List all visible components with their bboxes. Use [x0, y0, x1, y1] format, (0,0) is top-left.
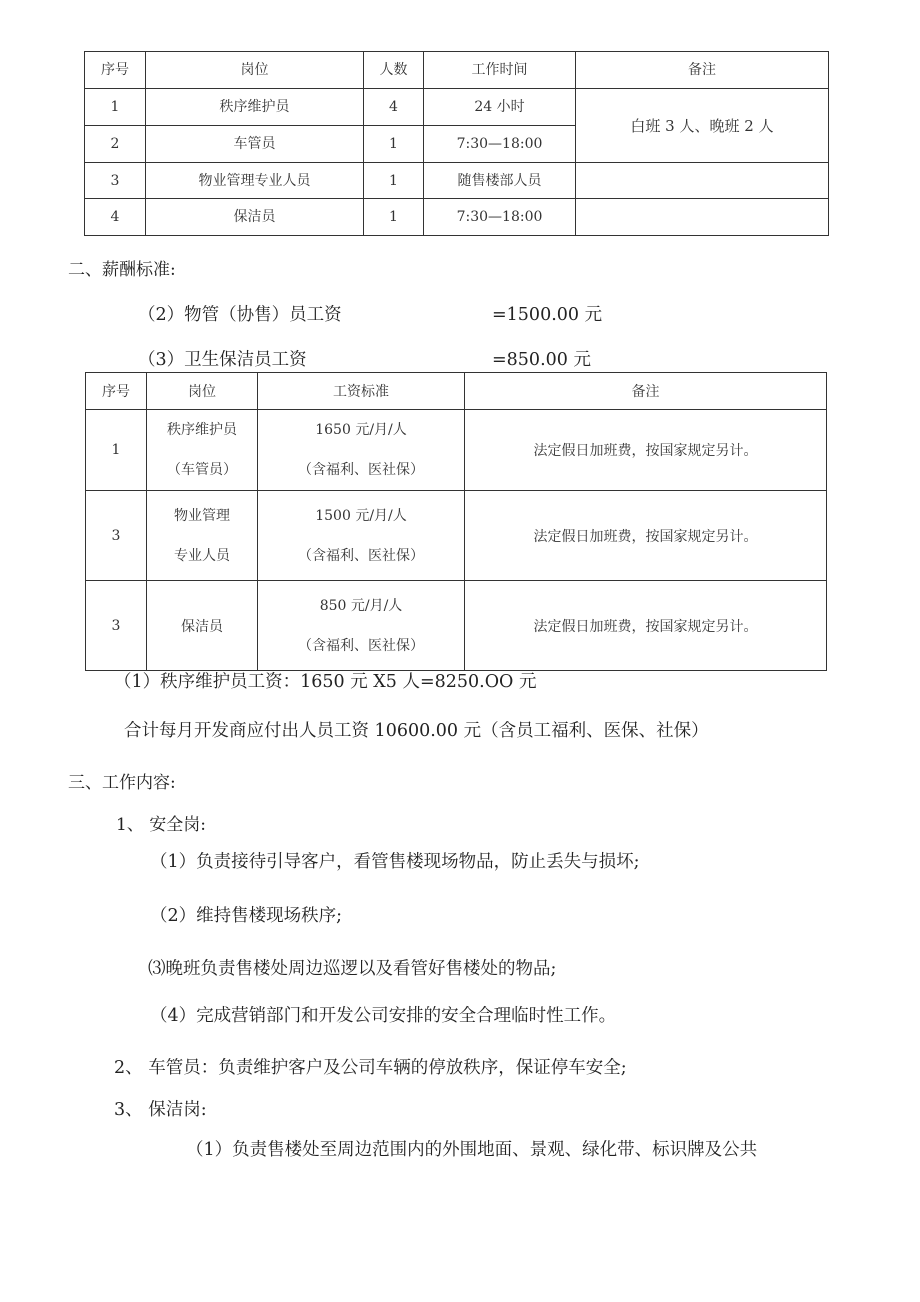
header-cell: 岗位: [146, 52, 364, 89]
header-cell: 工作时间: [424, 52, 576, 89]
header-cell: 岗位: [147, 373, 258, 410]
table-row: [85, 163, 829, 199]
table-row: [86, 410, 827, 491]
cell-no: 3: [86, 581, 147, 671]
table-row: [86, 491, 827, 581]
cell-standard-line: 1500 元/月/人: [315, 507, 407, 524]
cell-time: 24 小时: [424, 89, 576, 126]
header-cell: 工资标准: [258, 373, 465, 410]
cell-standard: [258, 410, 465, 491]
subsection-title: 1、 安全岗:: [116, 815, 206, 835]
salary-line-label: （3）卫生保洁员工资: [138, 350, 307, 370]
header-cell: 备注: [465, 373, 827, 410]
cell-note: 法定假日加班费，按国家规定另计。: [465, 491, 827, 581]
cell-no: 1: [86, 410, 147, 491]
cell-count: 1: [364, 199, 424, 236]
cell-note: 法定假日加班费，按国家规定另计。: [465, 410, 827, 491]
cell-post: 车管员: [146, 126, 364, 163]
header-cell: 人数: [364, 52, 424, 89]
cell-standard-line: （含福利、医社保）: [298, 547, 424, 564]
cell-post: 物业管理专业人员: [146, 163, 364, 199]
section-heading: 三、工作内容:: [68, 773, 176, 793]
header-cell: 备注: [576, 52, 829, 89]
subsection-title: 3、 保洁岗:: [114, 1100, 207, 1120]
salary-calc-line: （1）秩序维护员工资：1650 元 X5 人=8250.OO 元: [114, 672, 537, 692]
cell-post-line: 物业管理: [174, 507, 230, 524]
cell-no: 3: [86, 491, 147, 581]
cell-no: 1: [85, 89, 146, 126]
cell-post: 保洁员: [147, 581, 258, 671]
cell-time: 7:30—18:00: [424, 199, 576, 236]
table-header-row: [86, 373, 827, 410]
list-item: （1）负责售楼处至周边范围内的外围地面、景观、绿化带、标识牌及公共: [186, 1140, 758, 1160]
cell-time: 7:30—18:00: [424, 126, 576, 163]
cell-note-merged: 白班 3 人、晚班 2 人: [576, 89, 829, 163]
cell-count: 1: [364, 126, 424, 163]
salary-line-label: （2）物管（协售）员工资: [138, 305, 342, 325]
staff-table: [84, 51, 829, 236]
list-item: ⑶晚班负责售楼处周边巡逻以及看管好售楼处的物品;: [148, 959, 557, 979]
table-row: [85, 199, 829, 236]
cell-no: 2: [85, 126, 146, 163]
cell-standard-line: 1650 元/月/人: [315, 422, 407, 438]
cell-no: 3: [85, 163, 146, 199]
list-item: （1）负责接待引导客户，看管售楼现场物品，防止丢失与损坏;: [150, 852, 640, 872]
table-row: [86, 581, 827, 671]
section-heading: 二、薪酬标准:: [68, 260, 176, 280]
cell-time: 随售楼部人员: [424, 163, 576, 199]
salary-line-value: =850.00 元: [492, 350, 591, 370]
cell-note: [576, 163, 829, 199]
cell-post: [147, 410, 258, 491]
cell-standard: [258, 491, 465, 581]
cell-post-line: （车管员）: [167, 462, 237, 478]
list-item: （4）完成营销部门和开发公司安排的安全合理临时性工作。: [150, 1006, 617, 1026]
cell-post-line: 专业人员: [174, 547, 230, 564]
table-row: [85, 89, 829, 126]
cell-post: 保洁员: [146, 199, 364, 236]
cell-standard-line: 850 元/月/人: [319, 597, 403, 614]
cell-post-line: 秩序维护员: [167, 422, 237, 438]
cell-post: [147, 491, 258, 581]
cell-no: 4: [85, 199, 146, 236]
cell-standard-line: （含福利、医社保）: [298, 462, 424, 478]
salary-line-value: =1500.00 元: [492, 305, 603, 325]
salary-total-line: 合计每月开发商应付出人员工资 10600.00 元（含员工福利、医保、社保）: [124, 721, 709, 741]
header-cell: 序号: [86, 373, 147, 410]
cell-standard: [258, 581, 465, 671]
cell-count: 4: [364, 89, 424, 126]
cell-count: 1: [364, 163, 424, 199]
salary-table: [85, 372, 827, 671]
cell-post: 秩序维护员: [146, 89, 364, 126]
list-item: （2）维持售楼现场秩序;: [150, 906, 343, 926]
header-cell: 序号: [85, 52, 146, 89]
cell-note: [576, 199, 829, 236]
cell-standard-line: （含福利、医社保）: [298, 637, 424, 654]
cell-note: 法定假日加班费，按国家规定另计。: [465, 581, 827, 671]
table-header-row: [85, 52, 829, 89]
subsection-title: 2、 车管员：负责维护客户及公司车辆的停放秩序，保证停车安全;: [114, 1058, 627, 1078]
